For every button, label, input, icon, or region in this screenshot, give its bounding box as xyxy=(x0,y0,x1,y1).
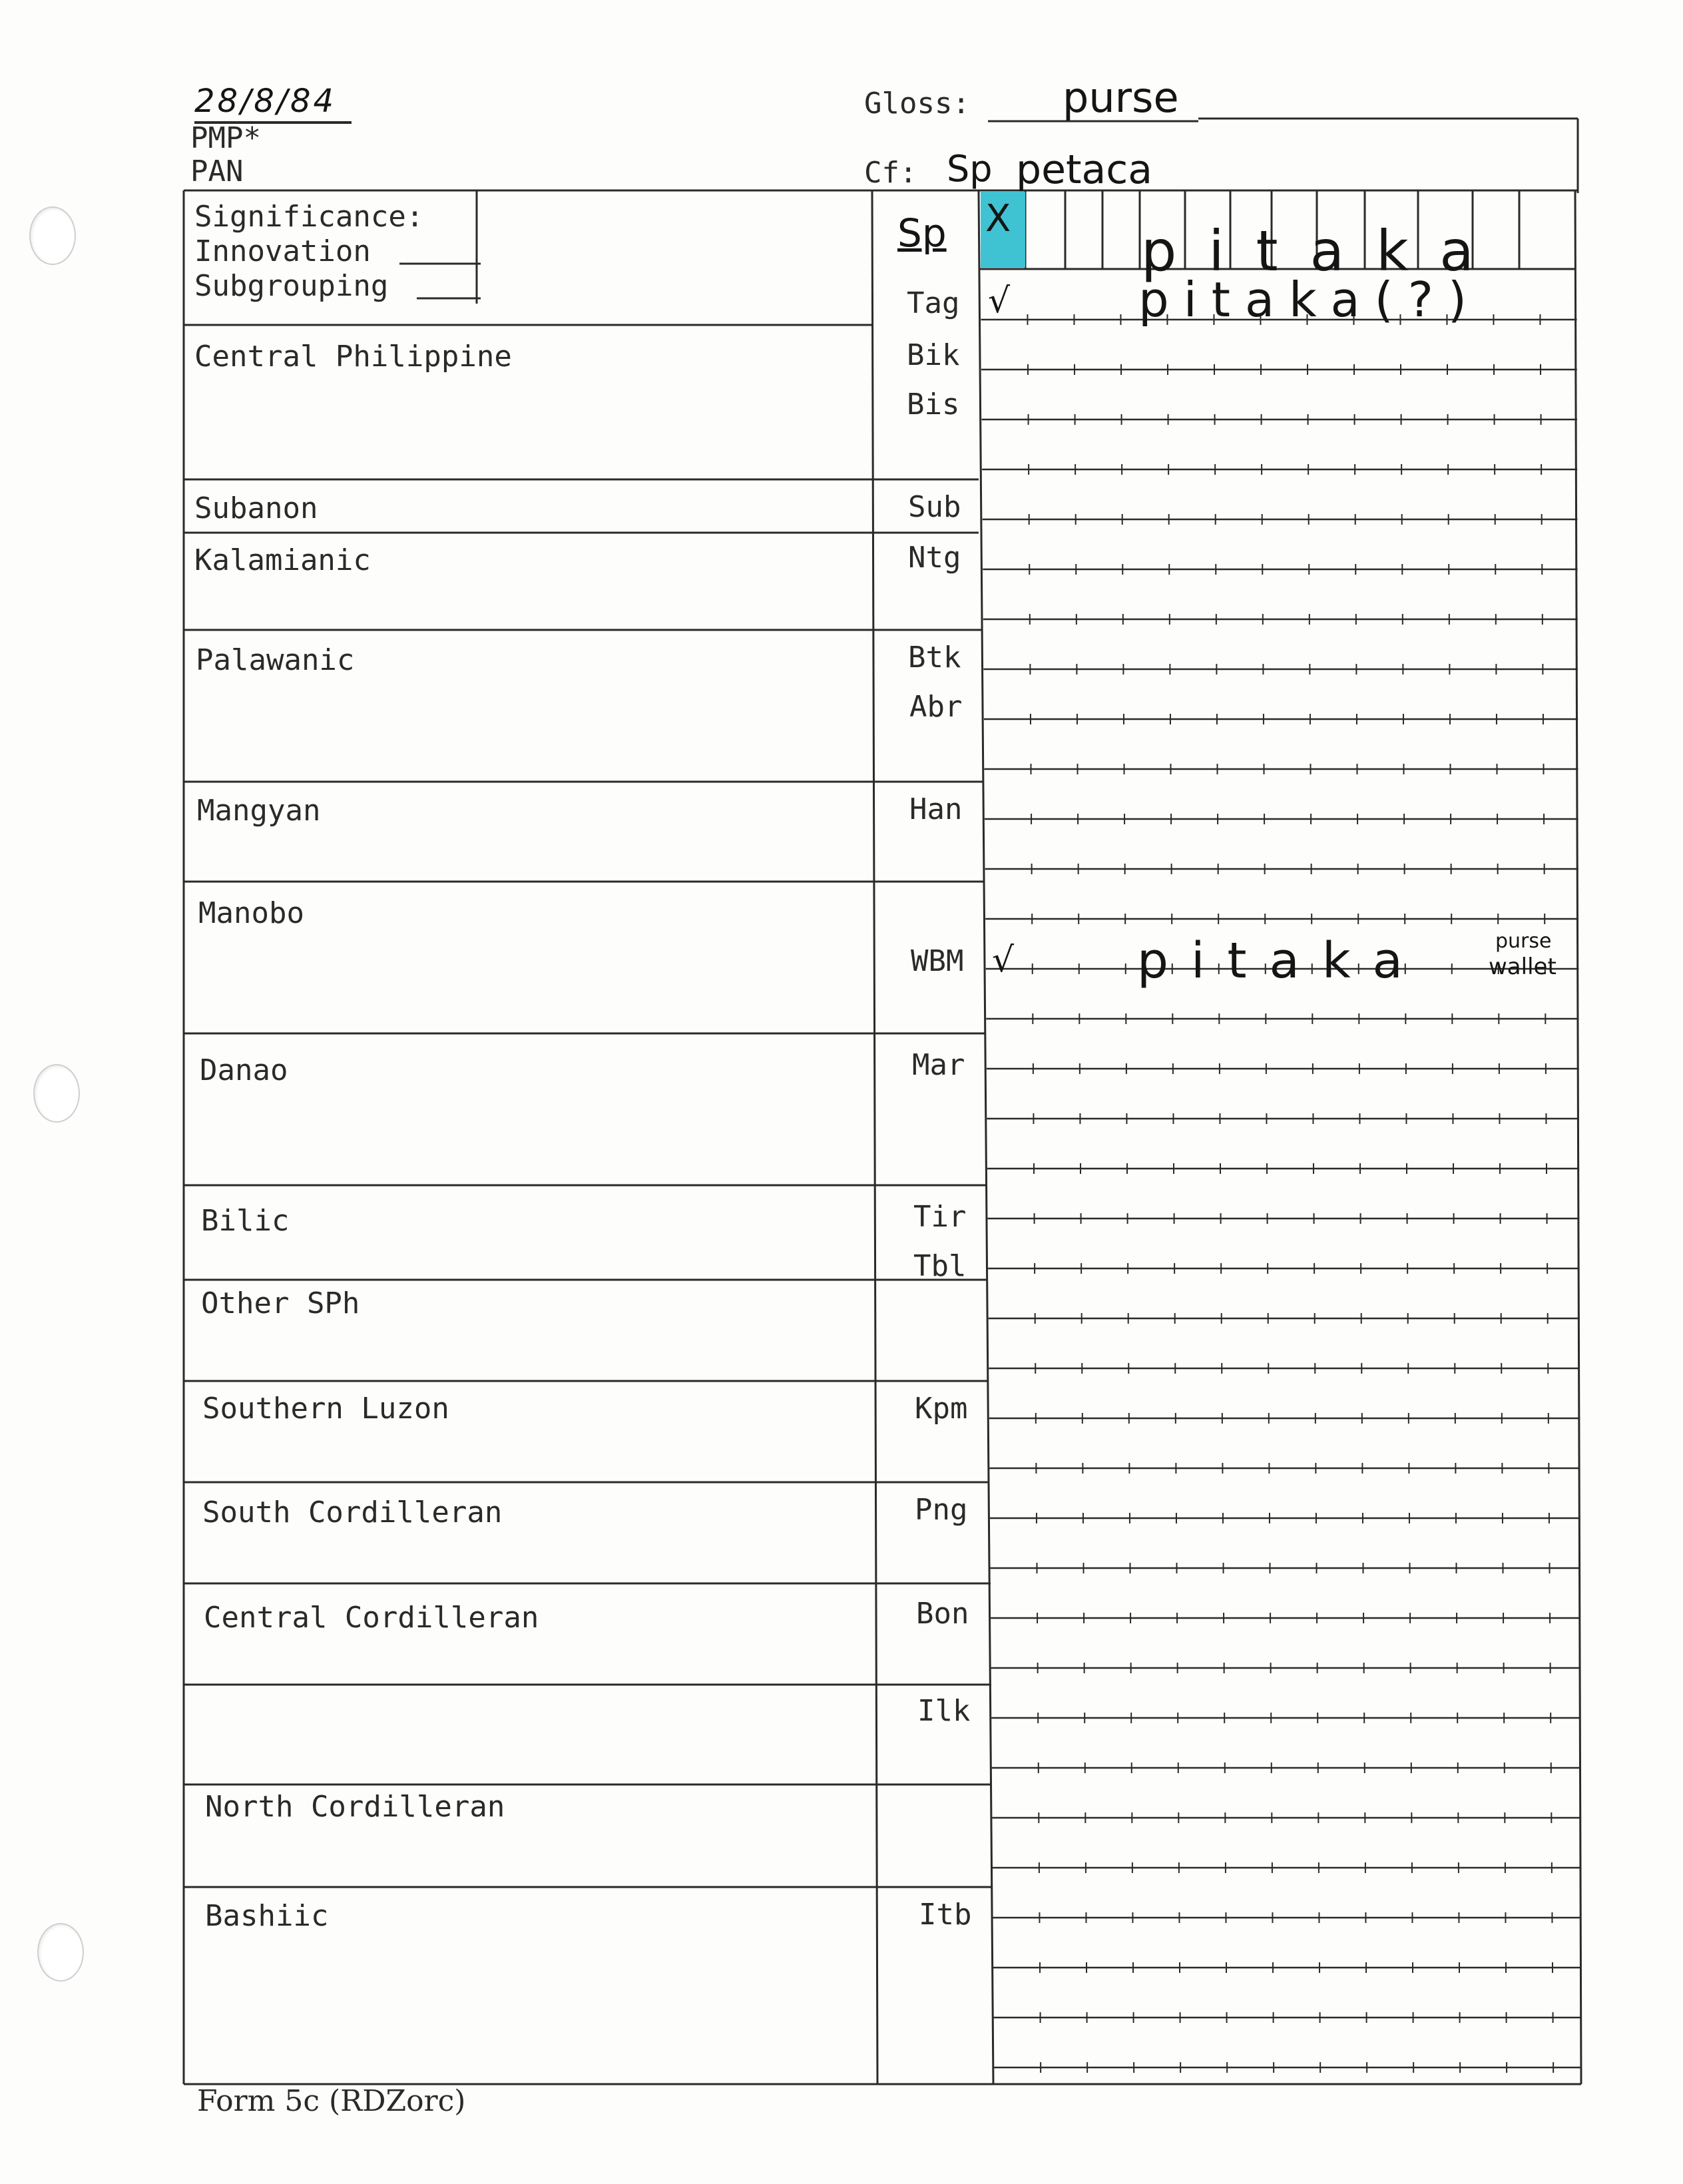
gloss-value: purse xyxy=(1063,73,1179,122)
code-ilk: Ilk xyxy=(917,1694,971,1728)
tag-code: Tag xyxy=(907,286,960,320)
code-abr: Abr xyxy=(909,690,963,724)
form-footer: Form 5c (RDZorc) xyxy=(197,2084,466,2118)
group-subanon: Subanon xyxy=(194,491,318,525)
pan-label: PAN xyxy=(190,154,244,188)
sp-form: pitaka xyxy=(1141,218,1506,284)
group-central-cordilleran: Central Cordilleran xyxy=(204,1601,539,1635)
sp-code: Sp xyxy=(897,210,947,256)
gloss-label: Gloss: xyxy=(864,87,970,121)
group-other-sph: Other SPh xyxy=(201,1286,360,1320)
group-palawanic: Palawanic xyxy=(196,643,355,677)
code-ntg: Ntg xyxy=(908,541,961,575)
significance-title: Significance: xyxy=(194,200,424,234)
code-sub: Sub xyxy=(908,490,961,524)
cf-label: Cf: xyxy=(864,156,917,190)
code-kpm: Kpm xyxy=(915,1392,968,1426)
code-bon: Bon xyxy=(916,1597,969,1631)
wbm-code: WBM xyxy=(911,944,964,978)
group-north-cordilleran: North Cordilleran xyxy=(205,1790,505,1824)
code-png: Png xyxy=(915,1493,968,1527)
group-kalamianic: Kalamianic xyxy=(194,543,371,577)
group-danao: Danao xyxy=(200,1053,288,1087)
pmp-label: PMP* xyxy=(190,121,261,155)
group-central-philippine: Central Philippine xyxy=(194,340,512,374)
code-bis: Bis xyxy=(907,388,960,421)
tag-check: √ xyxy=(988,281,1011,321)
subgrouping-label: Subgrouping xyxy=(194,269,389,303)
wbm-check: √ xyxy=(992,940,1015,980)
code-tir: Tir xyxy=(913,1200,967,1234)
cf-language: Sp xyxy=(947,148,993,190)
group-south-cordilleran: South Cordilleran xyxy=(202,1496,503,1529)
tag-form: pitaka(?) xyxy=(1138,272,1482,328)
code-btk: Btk xyxy=(908,641,961,675)
wbm-form: pitaka xyxy=(1137,932,1425,989)
innovation-label: Innovation xyxy=(194,234,371,268)
sp-mark: X xyxy=(985,197,1011,240)
group-mangyan: Mangyan xyxy=(197,794,321,828)
code-tbl: Tbl xyxy=(913,1249,967,1283)
wbm-gloss-wallet: wallet xyxy=(1489,954,1557,980)
code-bik: Bik xyxy=(907,338,960,372)
group-bashiic: Bashiic xyxy=(205,1899,329,1933)
group-bilic: Bilic xyxy=(201,1204,290,1238)
wbm-gloss-purse: purse xyxy=(1495,930,1552,953)
code-mar: Mar xyxy=(912,1048,965,1082)
group-manobo: Manobo xyxy=(198,896,304,930)
group-southern-luzon: Southern Luzon xyxy=(202,1392,449,1426)
cf-value: petaca xyxy=(1016,146,1153,193)
date-stamp: 28/8/84 xyxy=(194,83,337,120)
code-han: Han xyxy=(909,792,963,826)
code-itb: Itb xyxy=(919,1898,972,1932)
